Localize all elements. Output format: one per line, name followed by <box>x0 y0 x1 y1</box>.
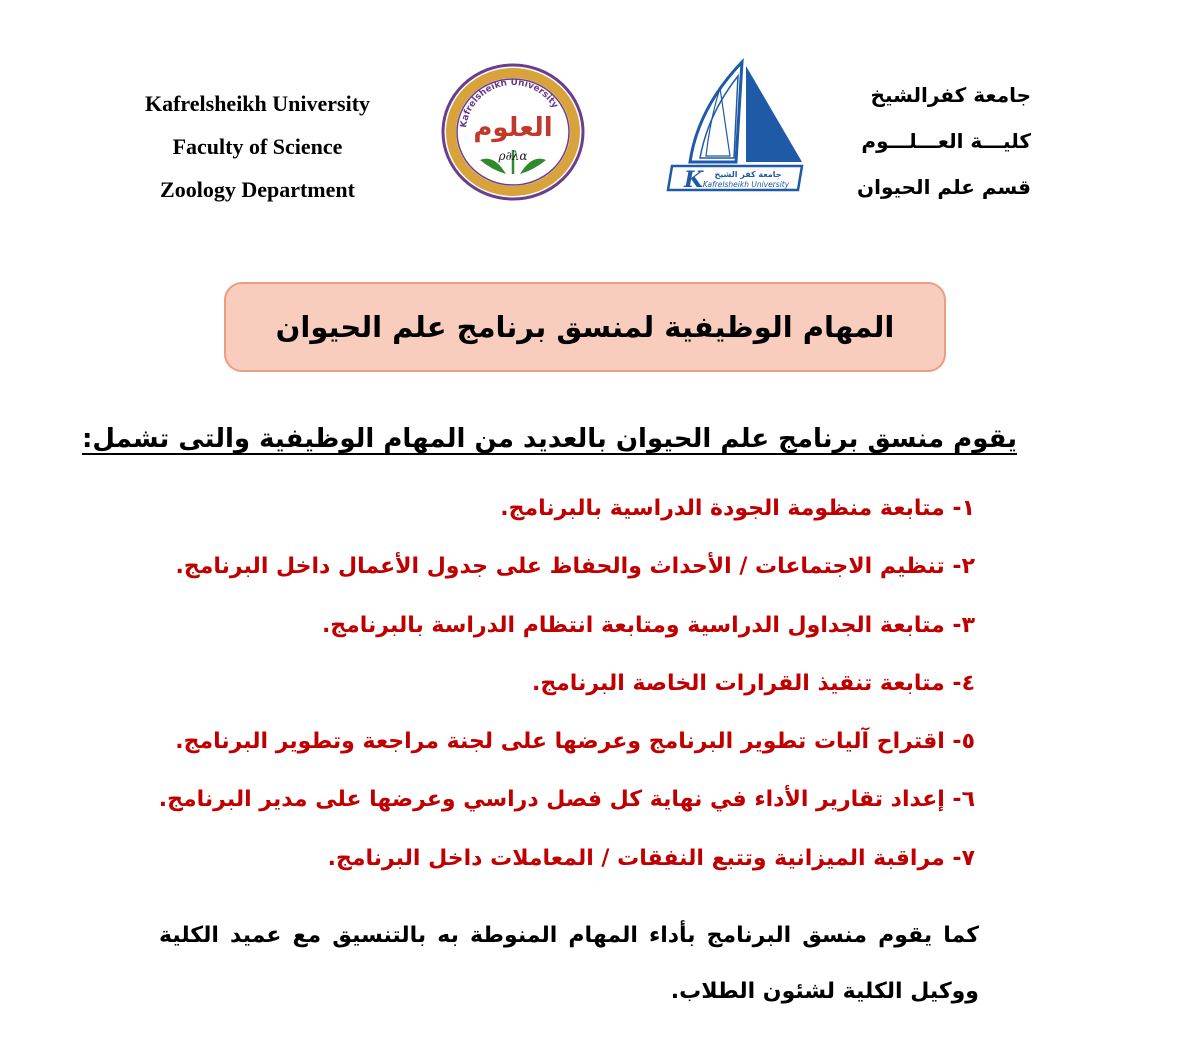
task-list <box>159 480 975 888</box>
logo-greek-text: ρ∂λα <box>498 149 528 163</box>
title-box <box>224 282 946 372</box>
faculty-name-en: Faculty of Science <box>172 134 343 159</box>
faculty-name-ar: كليـــة العـــلـــوم <box>861 129 1031 153</box>
university-name-ar: جامعة كفرالشيخ <box>870 83 1031 107</box>
task-item: ٣- متابعة الجداول الدراسية ومتابعة انتظام الدراسة بالبرنامج. <box>321 612 975 638</box>
intro-heading: يقوم منسق برنامج علم الحيوان بالعديد من المهام الوظيفية والتى تشمل: <box>82 424 1017 454</box>
header-english <box>110 82 405 211</box>
department-name-ar: قسم علم الحيوان <box>857 175 1031 199</box>
closing-paragraph: كما يقوم منسق البرنامج بأداء المهام المنوطة به بالتنسيق مع عميد الكلية ووكيل الكلية لشئون الطلاب. <box>159 923 979 1004</box>
logo-ring-text: Kafrelsheikh University <box>459 77 560 129</box>
task-item: ٥- اقتراح آليات تطوير البرنامج وعرضها على لجنة مراجعة وتطوير البرنامج. <box>175 729 975 755</box>
header-arabic <box>857 72 1031 210</box>
logo-main-text: العلوم <box>473 113 553 143</box>
task-item: ٦- إعداد تقارير الأداء في نهاية كل فصل دراسي وعرضها على مدير البرنامج. <box>158 787 975 813</box>
task-item: ٧- مراقبة الميزانية وتتبع النفقات / المعاملات داخل البرنامج. <box>327 845 975 871</box>
task-item: ٤- متابعة تنقيذ القرارات الخاصة البرنامج. <box>531 670 975 696</box>
kfs-logo-arabic-text: جامعة كفر الشيخ <box>714 170 782 179</box>
task-item: ٢- تنظيم الاجتماعات / الأحداث والحفاظ على جدول الأعمال داخل البرنامج. <box>175 554 975 580</box>
page-title: المهام الوظيفية لمنسق برنامج علم الحيوان <box>275 310 895 344</box>
kfs-logo-english-text: Kafrelsheikh University <box>702 180 790 189</box>
faculty-of-science-logo <box>440 62 586 202</box>
university-name-en: Kafrelsheikh University <box>144 91 371 116</box>
department-name-en: Zoology Department <box>160 177 355 202</box>
kafrelsheikh-university-logo <box>660 58 812 198</box>
task-item: ١- متابعة منظومة الجودة الدراسية بالبرنامج. <box>500 496 975 521</box>
svg-text:K: K <box>684 167 704 193</box>
